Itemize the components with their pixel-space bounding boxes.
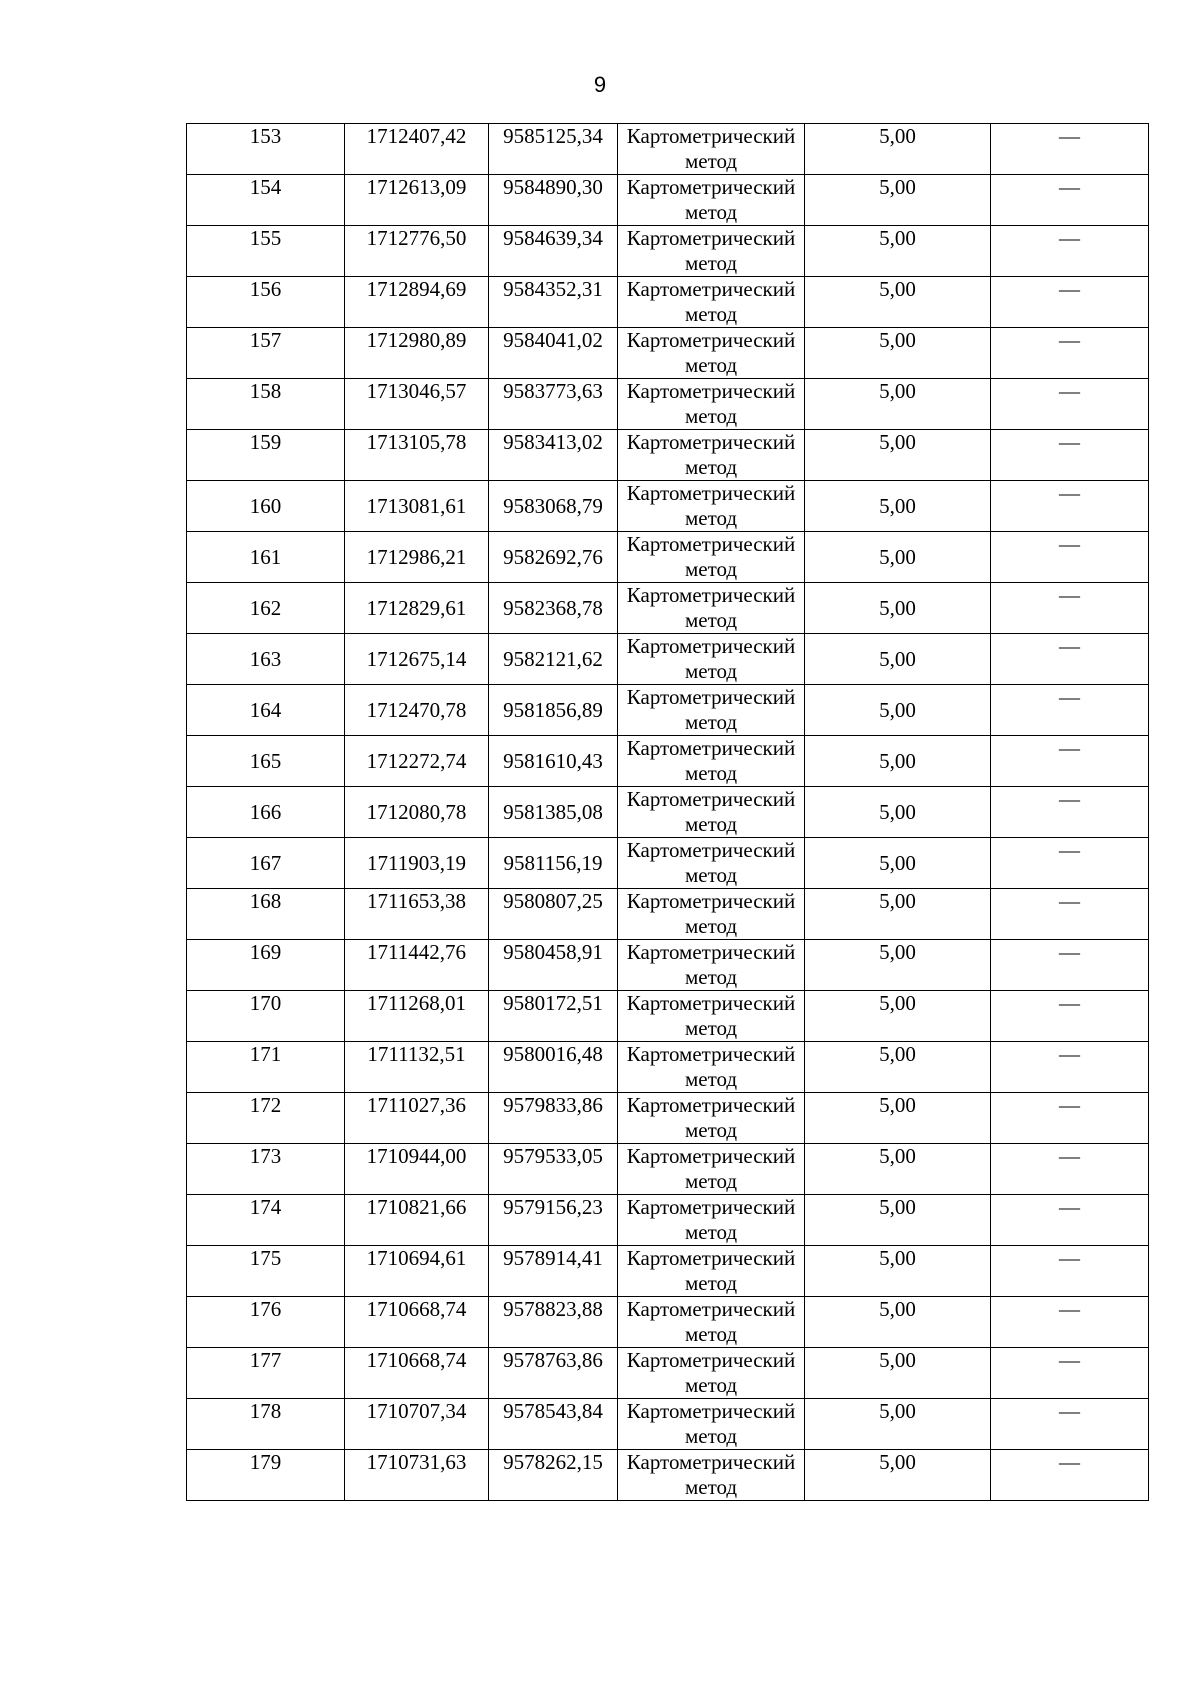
point-number-cell: 159 bbox=[187, 430, 345, 481]
table-row bbox=[187, 1348, 1149, 1399]
method-line-2: метод bbox=[684, 1475, 738, 1499]
description-cell: — bbox=[991, 1246, 1149, 1297]
table-row bbox=[187, 430, 1149, 481]
accuracy-cell: 5,00 bbox=[805, 736, 991, 787]
method-cell bbox=[618, 583, 805, 634]
y-coordinate-cell: 9578823,88 bbox=[489, 1297, 618, 1348]
description-cell: — bbox=[991, 940, 1149, 991]
description-cell: — bbox=[991, 583, 1149, 634]
method-line-2: метод bbox=[684, 1220, 738, 1244]
method-line-2: метод bbox=[684, 863, 738, 887]
accuracy-cell: 5,00 bbox=[805, 328, 991, 379]
page-number: 9 bbox=[593, 72, 607, 97]
method-line-1: Картометрический bbox=[626, 736, 796, 760]
method-line-1: Картометрический bbox=[626, 481, 796, 505]
method-cell bbox=[618, 1042, 805, 1093]
x-coordinate-cell: 1710707,34 bbox=[345, 1399, 489, 1450]
description-cell: — bbox=[991, 634, 1149, 685]
method-line-1: Картометрический bbox=[626, 1297, 796, 1321]
accuracy-cell: 5,00 bbox=[805, 685, 991, 736]
table-row bbox=[187, 583, 1149, 634]
method-line-1: Картометрический bbox=[626, 991, 796, 1015]
accuracy-cell: 5,00 bbox=[805, 1093, 991, 1144]
point-number-cell: 179 bbox=[187, 1450, 345, 1501]
method-line-1: Картометрический bbox=[626, 787, 796, 811]
x-coordinate-cell: 1712675,14 bbox=[345, 634, 489, 685]
table-row bbox=[187, 481, 1149, 532]
y-coordinate-cell: 9580458,91 bbox=[489, 940, 618, 991]
table-row bbox=[187, 532, 1149, 583]
method-line-2: метод bbox=[684, 149, 738, 173]
table-row bbox=[187, 889, 1149, 940]
description-cell: — bbox=[991, 1450, 1149, 1501]
y-coordinate-cell: 9584041,02 bbox=[489, 328, 618, 379]
method-line-1: Картометрический bbox=[626, 634, 796, 658]
method-line-2: метод bbox=[684, 761, 738, 785]
accuracy-cell: 5,00 bbox=[805, 940, 991, 991]
method-line-1: Картометрический bbox=[626, 1042, 796, 1066]
description-cell: — bbox=[991, 1144, 1149, 1195]
point-number-cell: 170 bbox=[187, 991, 345, 1042]
method-cell bbox=[618, 481, 805, 532]
point-number-cell: 155 bbox=[187, 226, 345, 277]
method-cell bbox=[618, 1195, 805, 1246]
x-coordinate-cell: 1712980,89 bbox=[345, 328, 489, 379]
y-coordinate-cell: 9582692,76 bbox=[489, 532, 618, 583]
x-coordinate-cell: 1713046,57 bbox=[345, 379, 489, 430]
method-line-2: метод bbox=[684, 1424, 738, 1448]
method-line-1: Картометрический bbox=[626, 328, 796, 352]
point-number-cell: 171 bbox=[187, 1042, 345, 1093]
table-row bbox=[187, 787, 1149, 838]
y-coordinate-cell: 9584352,31 bbox=[489, 277, 618, 328]
accuracy-cell: 5,00 bbox=[805, 634, 991, 685]
method-line-1: Картометрический bbox=[626, 226, 796, 250]
point-number-cell: 163 bbox=[187, 634, 345, 685]
description-cell: — bbox=[991, 1399, 1149, 1450]
y-coordinate-cell: 9580016,48 bbox=[489, 1042, 618, 1093]
method-line-2: метод bbox=[684, 200, 738, 224]
method-cell bbox=[618, 1297, 805, 1348]
x-coordinate-cell: 1712986,21 bbox=[345, 532, 489, 583]
accuracy-cell: 5,00 bbox=[805, 889, 991, 940]
point-number-cell: 176 bbox=[187, 1297, 345, 1348]
y-coordinate-cell: 9585125,34 bbox=[489, 124, 618, 175]
x-coordinate-cell: 1711442,76 bbox=[345, 940, 489, 991]
method-cell bbox=[618, 430, 805, 481]
method-line-1: Картометрический bbox=[626, 889, 796, 913]
table-row bbox=[187, 124, 1149, 175]
y-coordinate-cell: 9580172,51 bbox=[489, 991, 618, 1042]
method-cell bbox=[618, 634, 805, 685]
method-line-1: Картометрический bbox=[626, 1399, 796, 1423]
method-line-1: Картометрический bbox=[626, 1195, 796, 1219]
table-row bbox=[187, 1042, 1149, 1093]
x-coordinate-cell: 1712613,09 bbox=[345, 175, 489, 226]
x-coordinate-cell: 1713081,61 bbox=[345, 481, 489, 532]
method-cell bbox=[618, 889, 805, 940]
description-cell: — bbox=[991, 430, 1149, 481]
method-line-1: Картометрический bbox=[626, 532, 796, 556]
y-coordinate-cell: 9581156,19 bbox=[489, 838, 618, 889]
description-cell: — bbox=[991, 1195, 1149, 1246]
x-coordinate-cell: 1711268,01 bbox=[345, 991, 489, 1042]
method-line-1: Картометрический bbox=[626, 685, 796, 709]
method-line-2: метод bbox=[684, 404, 738, 428]
method-line-1: Картометрический bbox=[626, 1348, 796, 1372]
x-coordinate-cell: 1712829,61 bbox=[345, 583, 489, 634]
y-coordinate-cell: 9581856,89 bbox=[489, 685, 618, 736]
table-row bbox=[187, 736, 1149, 787]
x-coordinate-cell: 1710668,74 bbox=[345, 1297, 489, 1348]
method-line-2: метод bbox=[684, 812, 738, 836]
description-cell: — bbox=[991, 481, 1149, 532]
method-line-2: метод bbox=[684, 1169, 738, 1193]
method-line-1: Картометрический bbox=[626, 430, 796, 454]
point-number-cell: 162 bbox=[187, 583, 345, 634]
point-number-cell: 167 bbox=[187, 838, 345, 889]
y-coordinate-cell: 9584639,34 bbox=[489, 226, 618, 277]
y-coordinate-cell: 9578914,41 bbox=[489, 1246, 618, 1297]
method-line-2: метод bbox=[684, 1067, 738, 1091]
y-coordinate-cell: 9579533,05 bbox=[489, 1144, 618, 1195]
point-number-cell: 169 bbox=[187, 940, 345, 991]
x-coordinate-cell: 1711027,36 bbox=[345, 1093, 489, 1144]
point-number-cell: 158 bbox=[187, 379, 345, 430]
accuracy-cell: 5,00 bbox=[805, 1348, 991, 1399]
description-cell: — bbox=[991, 379, 1149, 430]
point-number-cell: 172 bbox=[187, 1093, 345, 1144]
method-line-2: метод bbox=[684, 455, 738, 479]
point-number-cell: 177 bbox=[187, 1348, 345, 1399]
y-coordinate-cell: 9582368,78 bbox=[489, 583, 618, 634]
coordinates-table bbox=[186, 123, 1149, 1501]
method-line-2: метод bbox=[684, 557, 738, 581]
method-line-1: Картометрический bbox=[626, 838, 796, 862]
accuracy-cell: 5,00 bbox=[805, 175, 991, 226]
point-number-cell: 174 bbox=[187, 1195, 345, 1246]
method-cell bbox=[618, 1450, 805, 1501]
accuracy-cell: 5,00 bbox=[805, 1246, 991, 1297]
x-coordinate-cell: 1710944,00 bbox=[345, 1144, 489, 1195]
accuracy-cell: 5,00 bbox=[805, 838, 991, 889]
method-cell bbox=[618, 379, 805, 430]
table-row bbox=[187, 685, 1149, 736]
description-cell: — bbox=[991, 736, 1149, 787]
y-coordinate-cell: 9580807,25 bbox=[489, 889, 618, 940]
method-line-2: метод bbox=[684, 914, 738, 938]
x-coordinate-cell: 1712080,78 bbox=[345, 787, 489, 838]
method-line-2: метод bbox=[684, 710, 738, 734]
method-cell bbox=[618, 328, 805, 379]
point-number-cell: 168 bbox=[187, 889, 345, 940]
y-coordinate-cell: 9583413,02 bbox=[489, 430, 618, 481]
method-cell bbox=[618, 685, 805, 736]
description-cell: — bbox=[991, 889, 1149, 940]
accuracy-cell: 5,00 bbox=[805, 1399, 991, 1450]
point-number-cell: 161 bbox=[187, 532, 345, 583]
method-line-2: метод bbox=[684, 1118, 738, 1142]
description-cell: — bbox=[991, 685, 1149, 736]
y-coordinate-cell: 9579833,86 bbox=[489, 1093, 618, 1144]
x-coordinate-cell: 1710694,61 bbox=[345, 1246, 489, 1297]
method-line-1: Картометрический bbox=[626, 1093, 796, 1117]
description-cell: — bbox=[991, 124, 1149, 175]
method-line-2: метод bbox=[684, 608, 738, 632]
method-line-2: метод bbox=[684, 1322, 738, 1346]
point-number-cell: 157 bbox=[187, 328, 345, 379]
x-coordinate-cell: 1712407,42 bbox=[345, 124, 489, 175]
y-coordinate-cell: 9582121,62 bbox=[489, 634, 618, 685]
method-line-1: Картометрический bbox=[626, 1246, 796, 1270]
description-cell: — bbox=[991, 277, 1149, 328]
accuracy-cell: 5,00 bbox=[805, 277, 991, 328]
y-coordinate-cell: 9583068,79 bbox=[489, 481, 618, 532]
method-cell bbox=[618, 1246, 805, 1297]
method-line-2: метод bbox=[684, 1016, 738, 1040]
point-number-cell: 165 bbox=[187, 736, 345, 787]
method-cell bbox=[618, 1093, 805, 1144]
table-row bbox=[187, 838, 1149, 889]
accuracy-cell: 5,00 bbox=[805, 583, 991, 634]
method-line-1: Картометрический bbox=[626, 1144, 796, 1168]
x-coordinate-cell: 1712776,50 bbox=[345, 226, 489, 277]
method-line-2: метод bbox=[684, 1373, 738, 1397]
x-coordinate-cell: 1712470,78 bbox=[345, 685, 489, 736]
method-line-2: метод bbox=[684, 251, 738, 275]
x-coordinate-cell: 1712894,69 bbox=[345, 277, 489, 328]
accuracy-cell: 5,00 bbox=[805, 1195, 991, 1246]
method-line-2: метод bbox=[684, 659, 738, 683]
accuracy-cell: 5,00 bbox=[805, 226, 991, 277]
description-cell: — bbox=[991, 787, 1149, 838]
method-cell bbox=[618, 940, 805, 991]
method-line-1: Картометрический bbox=[626, 583, 796, 607]
point-number-cell: 160 bbox=[187, 481, 345, 532]
table-row bbox=[187, 379, 1149, 430]
accuracy-cell: 5,00 bbox=[805, 1450, 991, 1501]
method-cell bbox=[618, 532, 805, 583]
accuracy-cell: 5,00 bbox=[805, 787, 991, 838]
point-number-cell: 178 bbox=[187, 1399, 345, 1450]
table-row bbox=[187, 1450, 1149, 1501]
method-line-1: Картометрический bbox=[626, 277, 796, 301]
method-cell bbox=[618, 838, 805, 889]
description-cell: — bbox=[991, 328, 1149, 379]
accuracy-cell: 5,00 bbox=[805, 1144, 991, 1195]
table-row bbox=[187, 991, 1149, 1042]
y-coordinate-cell: 9581385,08 bbox=[489, 787, 618, 838]
accuracy-cell: 5,00 bbox=[805, 379, 991, 430]
description-cell: — bbox=[991, 175, 1149, 226]
y-coordinate-cell: 9579156,23 bbox=[489, 1195, 618, 1246]
table-row bbox=[187, 175, 1149, 226]
table-row bbox=[187, 1093, 1149, 1144]
method-line-2: метод bbox=[684, 965, 738, 989]
description-cell: — bbox=[991, 1042, 1149, 1093]
method-cell bbox=[618, 277, 805, 328]
description-cell: — bbox=[991, 1297, 1149, 1348]
description-cell: — bbox=[991, 532, 1149, 583]
point-number-cell: 166 bbox=[187, 787, 345, 838]
method-cell bbox=[618, 175, 805, 226]
x-coordinate-cell: 1710731,63 bbox=[345, 1450, 489, 1501]
y-coordinate-cell: 9581610,43 bbox=[489, 736, 618, 787]
method-cell bbox=[618, 226, 805, 277]
table-row bbox=[187, 940, 1149, 991]
y-coordinate-cell: 9583773,63 bbox=[489, 379, 618, 430]
description-cell: — bbox=[991, 226, 1149, 277]
method-line-2: метод bbox=[684, 1271, 738, 1295]
method-cell bbox=[618, 787, 805, 838]
accuracy-cell: 5,00 bbox=[805, 1042, 991, 1093]
method-cell bbox=[618, 1399, 805, 1450]
method-line-2: метод bbox=[684, 302, 738, 326]
method-line-2: метод bbox=[684, 506, 738, 530]
accuracy-cell: 5,00 bbox=[805, 430, 991, 481]
table-row bbox=[187, 1399, 1149, 1450]
x-coordinate-cell: 1711132,51 bbox=[345, 1042, 489, 1093]
point-number-cell: 153 bbox=[187, 124, 345, 175]
table-row bbox=[187, 634, 1149, 685]
accuracy-cell: 5,00 bbox=[805, 991, 991, 1042]
table-row bbox=[187, 1144, 1149, 1195]
point-number-cell: 173 bbox=[187, 1144, 345, 1195]
description-cell: — bbox=[991, 1348, 1149, 1399]
accuracy-cell: 5,00 bbox=[805, 1297, 991, 1348]
point-number-cell: 175 bbox=[187, 1246, 345, 1297]
method-line-1: Картометрический bbox=[626, 379, 796, 403]
method-cell bbox=[618, 991, 805, 1042]
method-line-1: Картометрический bbox=[626, 124, 796, 148]
table-row bbox=[187, 328, 1149, 379]
table-row bbox=[187, 277, 1149, 328]
method-cell bbox=[618, 1348, 805, 1399]
description-cell: — bbox=[991, 1093, 1149, 1144]
point-number-cell: 156 bbox=[187, 277, 345, 328]
coordinates-table-body bbox=[187, 124, 1149, 1501]
method-cell bbox=[618, 736, 805, 787]
y-coordinate-cell: 9578262,15 bbox=[489, 1450, 618, 1501]
x-coordinate-cell: 1710821,66 bbox=[345, 1195, 489, 1246]
accuracy-cell: 5,00 bbox=[805, 532, 991, 583]
y-coordinate-cell: 9578763,86 bbox=[489, 1348, 618, 1399]
method-cell bbox=[618, 1144, 805, 1195]
x-coordinate-cell: 1712272,74 bbox=[345, 736, 489, 787]
accuracy-cell: 5,00 bbox=[805, 124, 991, 175]
y-coordinate-cell: 9584890,30 bbox=[489, 175, 618, 226]
method-line-2: метод bbox=[684, 353, 738, 377]
method-line-1: Картометрический bbox=[626, 1450, 796, 1474]
method-cell bbox=[618, 124, 805, 175]
table-row bbox=[187, 1195, 1149, 1246]
description-cell: — bbox=[991, 991, 1149, 1042]
method-line-1: Картометрический bbox=[626, 175, 796, 199]
point-number-cell: 154 bbox=[187, 175, 345, 226]
x-coordinate-cell: 1711903,19 bbox=[345, 838, 489, 889]
accuracy-cell: 5,00 bbox=[805, 481, 991, 532]
x-coordinate-cell: 1710668,74 bbox=[345, 1348, 489, 1399]
method-line-1: Картометрический bbox=[626, 940, 796, 964]
table-row bbox=[187, 1297, 1149, 1348]
description-cell: — bbox=[991, 838, 1149, 889]
point-number-cell: 164 bbox=[187, 685, 345, 736]
table-row bbox=[187, 226, 1149, 277]
y-coordinate-cell: 9578543,84 bbox=[489, 1399, 618, 1450]
x-coordinate-cell: 1713105,78 bbox=[345, 430, 489, 481]
x-coordinate-cell: 1711653,38 bbox=[345, 889, 489, 940]
table-row bbox=[187, 1246, 1149, 1297]
